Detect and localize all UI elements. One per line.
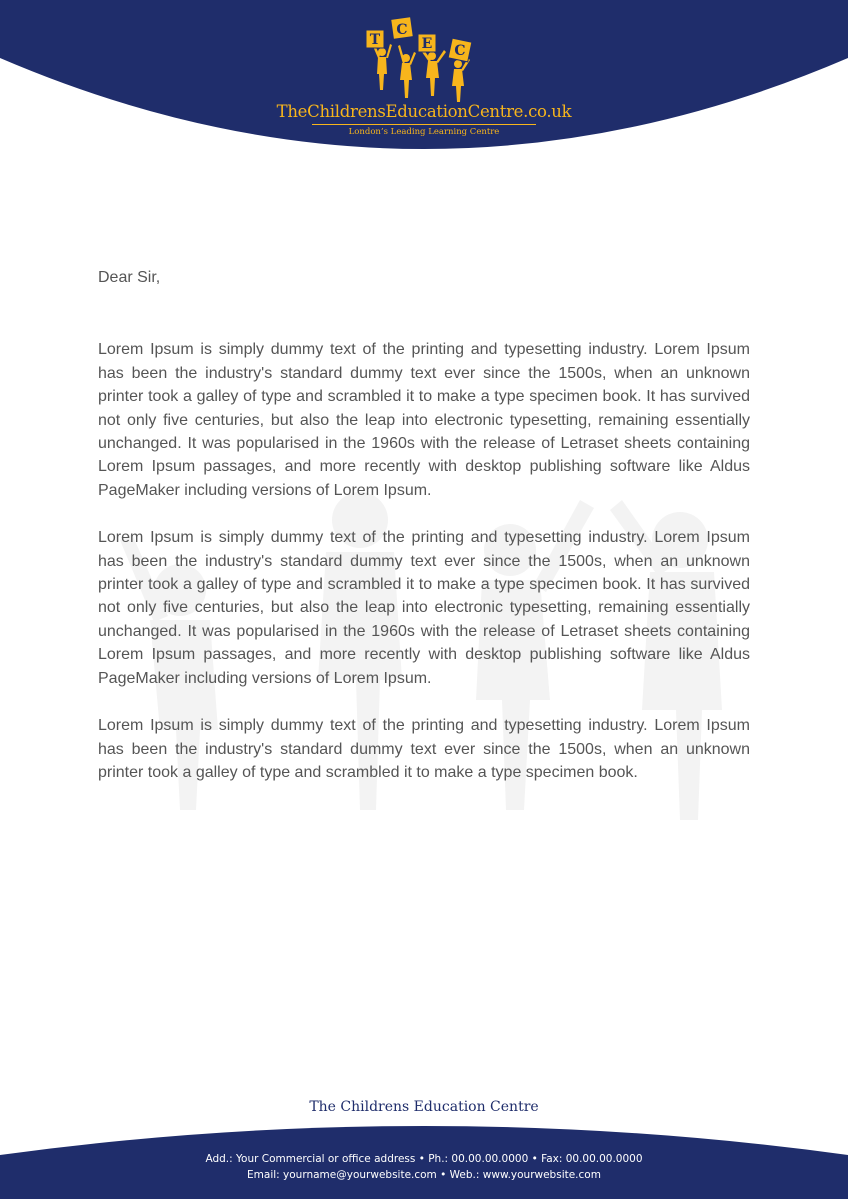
footer-address-line: Add.: Your Commercial or office address • Ph.: 00.00.00.0000 • Fax: 00.00.00.0000 (205, 1153, 643, 1165)
logo-letter: E (421, 36, 433, 52)
brand-divider (312, 124, 536, 125)
footer-organization-name: The Childrens Education Centre (309, 1099, 539, 1115)
logo-letter: C (396, 22, 408, 38)
logo-children-icon (362, 12, 486, 104)
footer-contact (0, 1151, 848, 1183)
paragraph: Lorem Ipsum is simply dummy text of the printing and typesetting industry. Lorem Ipsum has been the industry's standard dummy text ever since the 1500s, when an unknown printer took a galley of type and scrambled it to make a type specimen book. It has survived not only five centuries, but also the leap into electronic typesetting, remaining essentially unchanged. It was popularised in the 1960s with the release of Letraset sheets containing Lorem Ipsum passages, and more recently with desktop publishing software like Aldus PageMaker including versions of Lorem Ipsum. (98, 529, 750, 687)
brand-name: TheChildrensEducationCentre.co.uk (276, 102, 572, 121)
logo (260, 12, 588, 142)
logo-letter: C (454, 43, 466, 59)
brand-tagline: London’s Leading Learning Centre (348, 127, 500, 137)
paragraph: Lorem Ipsum is simply dummy text of the printing and typesetting industry. Lorem Ipsum has been the industry's standard dummy text ever since the 1500s, when an unknown printer took a galley of type and scrambled it to make a type specimen book. (98, 717, 750, 781)
letter-body (98, 266, 750, 808)
salutation: Dear Sir, (98, 269, 161, 286)
logo-letter: T (369, 32, 381, 48)
paragraph: Lorem Ipsum is simply dummy text of the printing and typesetting industry. Lorem Ipsum has been the industry's standard dummy text ever since the 1500s, when an unknown printer took a galley of type and scrambled it to make a type specimen book. It has survived not only five centuries, but also the leap into electronic typesetting, remaining essentially unchanged. It was popularised in the 1960s with the release of Letraset sheets containing Lorem Ipsum passages, and more recently with desktop publishing software like Aldus PageMaker including versions of Lorem Ipsum. (98, 341, 750, 499)
footer-contact-line: Email: yourname@yourwebsite.com • Web.: www.yourwebsite.com (247, 1169, 601, 1181)
